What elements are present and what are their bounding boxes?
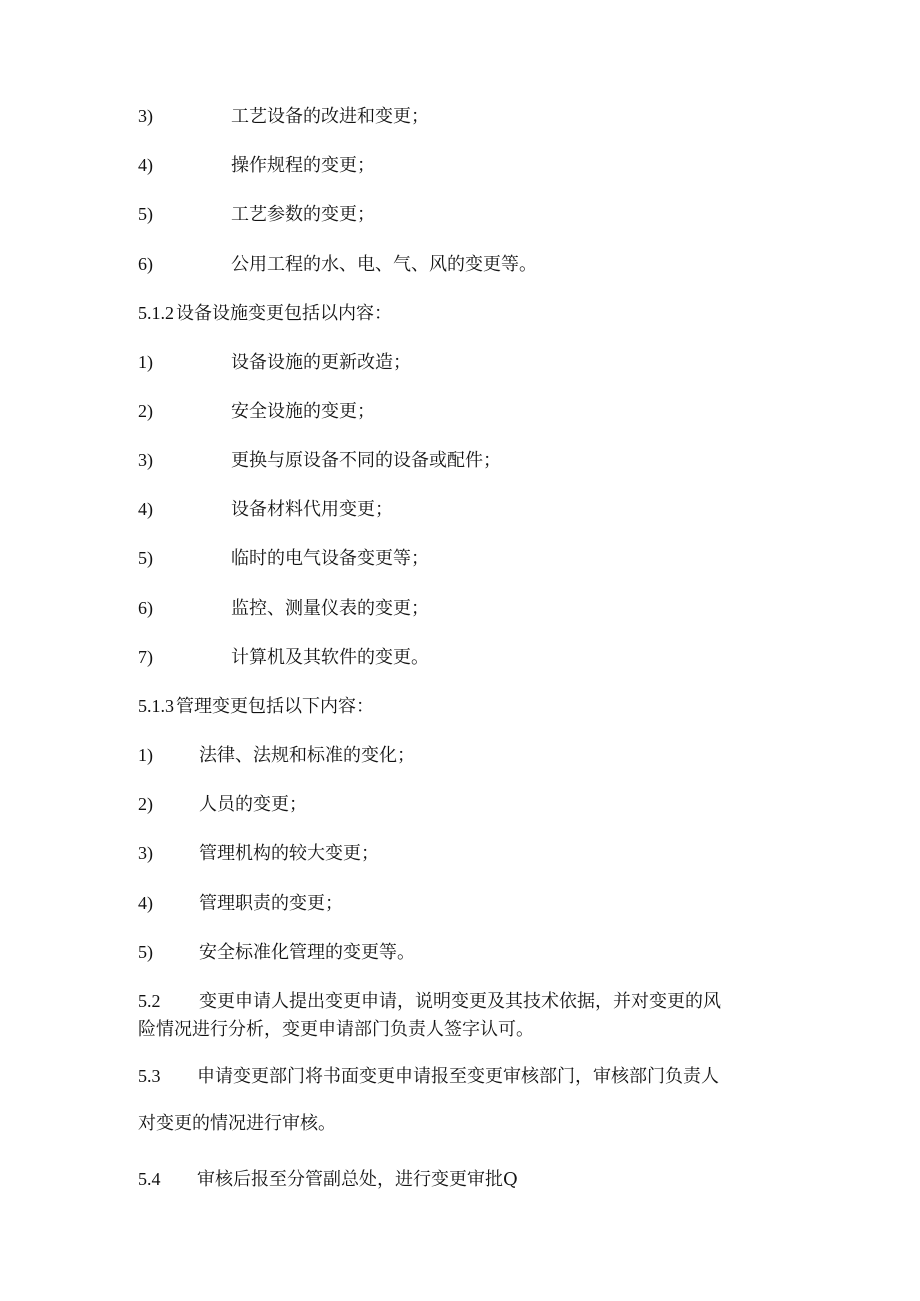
list-number: 2) xyxy=(138,794,153,814)
section-5-4 xyxy=(138,1166,518,1193)
section-5-3-line-1 xyxy=(138,1063,719,1090)
list-text: 管理职责的变更； xyxy=(199,893,343,914)
list-item xyxy=(138,545,429,572)
list-number: 3) xyxy=(138,450,153,470)
section-heading-5-1-2 xyxy=(138,300,392,327)
list-number: 7) xyxy=(138,647,153,667)
list-item xyxy=(138,398,375,425)
list-text: 法律、法规和标准的变化； xyxy=(199,745,415,766)
list-number: 4) xyxy=(138,893,153,913)
list-item xyxy=(138,103,429,130)
list-item xyxy=(138,840,379,867)
list-item xyxy=(138,496,393,523)
list-number: 3) xyxy=(138,843,153,863)
list-item xyxy=(138,595,429,622)
section-heading-text: 设备设施变更包括以内容： xyxy=(176,303,392,324)
list-text: 设备材料代用变更； xyxy=(231,499,393,520)
list-text: 公用工程的水、电、气、风的变更等。 xyxy=(231,254,537,275)
list-item xyxy=(138,152,375,179)
list-item xyxy=(138,791,307,818)
section-number: 5.3 xyxy=(138,1066,161,1086)
section-heading-text: 管理变更包括以下内容： xyxy=(176,696,374,717)
list-item xyxy=(138,349,411,376)
list-number: 6) xyxy=(138,254,153,274)
list-item xyxy=(138,447,501,474)
list-text: 监控、测量仪表的变更； xyxy=(231,598,429,619)
section-number: 5.1.2 xyxy=(138,303,174,323)
list-text: 临时的电气设备变更等； xyxy=(231,548,429,569)
list-text: 操作规程的变更； xyxy=(231,155,375,176)
section-number: 5.1.3 xyxy=(138,696,174,716)
list-number: 6) xyxy=(138,598,153,618)
list-item xyxy=(138,644,429,671)
section-5-2-line-2: 险情况进行分析，变更申请部门负责人签字认可。 xyxy=(138,1019,534,1040)
list-text: 管理机构的较大变更； xyxy=(199,843,379,864)
list-number: 1) xyxy=(138,745,153,765)
list-text: 设备设施的更新改造； xyxy=(231,352,411,373)
section-5-2-line-1 xyxy=(138,988,721,1015)
section-number: 5.4 xyxy=(138,1169,161,1189)
list-text: 安全设施的变更； xyxy=(231,401,375,422)
section-text: 变更申请人提出变更申请，说明变更及其技术依据，并对变更的风 xyxy=(199,991,721,1012)
section-text: 审核后报至分管副总处，进行变更审批Q xyxy=(197,1169,518,1190)
list-text: 更换与原设备不同的设备或配件； xyxy=(231,450,501,471)
list-text: 安全标准化管理的变更等。 xyxy=(199,942,415,963)
list-number: 3) xyxy=(138,106,153,126)
list-number: 5) xyxy=(138,942,153,962)
list-item xyxy=(138,742,415,769)
list-text: 人员的变更； xyxy=(199,794,307,815)
list-number: 1) xyxy=(138,352,153,372)
list-number: 5) xyxy=(138,204,153,224)
list-text: 计算机及其软件的变更。 xyxy=(231,647,429,668)
section-number: 5.2 xyxy=(138,991,161,1011)
section-heading-5-1-3 xyxy=(138,693,374,720)
list-number: 4) xyxy=(138,499,153,519)
list-item xyxy=(138,251,537,278)
list-number: 4) xyxy=(138,155,153,175)
list-item xyxy=(138,201,375,228)
list-number: 5) xyxy=(138,548,153,568)
section-text: 申请变更部门将书面变更申请报至变更审核部门，审核部门负责人 xyxy=(197,1066,719,1087)
list-item xyxy=(138,939,415,966)
section-5-3-line-2: 对变更的情况进行审核。 xyxy=(138,1113,336,1134)
list-number: 2) xyxy=(138,401,153,421)
list-item xyxy=(138,890,343,917)
list-text: 工艺参数的变更； xyxy=(231,204,375,225)
list-text: 工艺设备的改进和变更； xyxy=(231,106,429,127)
